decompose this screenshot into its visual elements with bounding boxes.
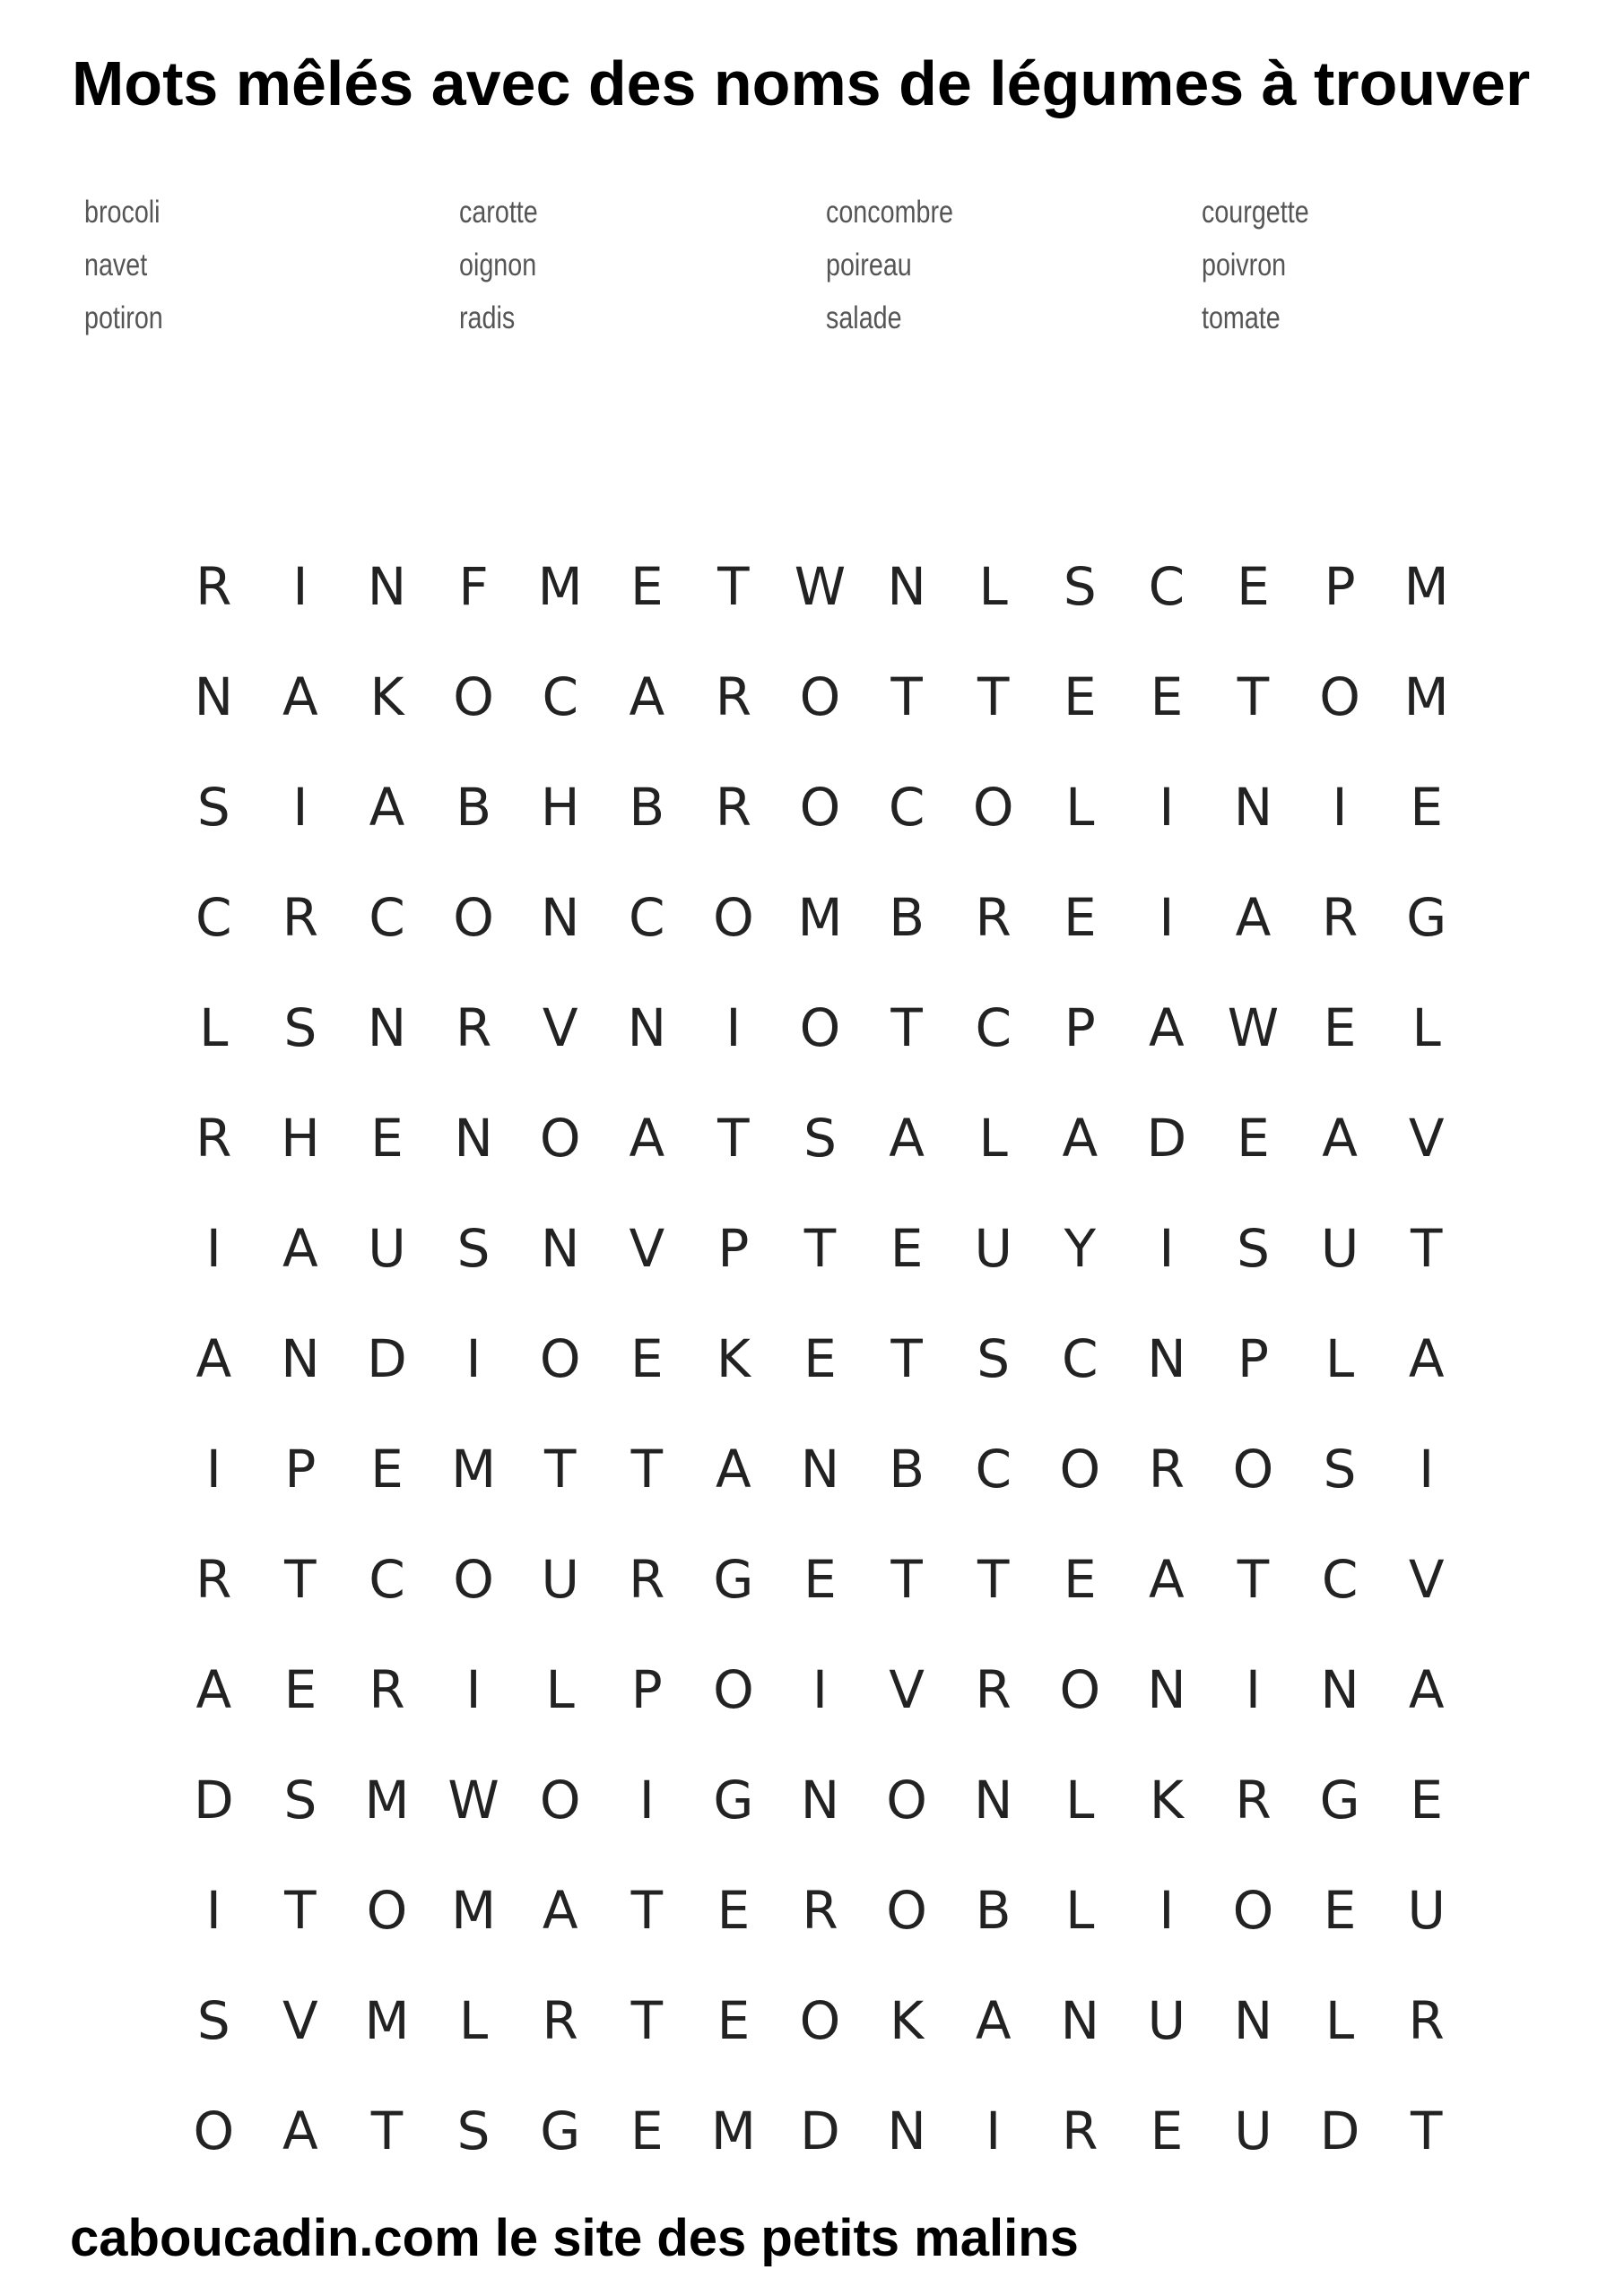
grid-letter: P bbox=[1064, 997, 1096, 1058]
grid-letter: L bbox=[199, 997, 229, 1058]
grid-letter: R bbox=[802, 1880, 838, 1941]
grid-letter: N bbox=[627, 997, 666, 1058]
grid-letter: E bbox=[1323, 1880, 1357, 1941]
grid-letter: I bbox=[986, 2100, 1002, 2161]
grid-letter: V bbox=[889, 1659, 925, 1720]
grid-letter: T bbox=[890, 1328, 923, 1389]
grid-letter: R bbox=[975, 887, 1012, 948]
grid-letter: E bbox=[716, 1880, 751, 1941]
grid-letter: U bbox=[1320, 1218, 1359, 1279]
grid-letter: W bbox=[1227, 997, 1280, 1058]
grid-letter: E bbox=[1410, 1770, 1444, 1831]
grid-letter: M bbox=[364, 1770, 410, 1831]
grid-letter: L bbox=[545, 1659, 575, 1720]
grid-letter: O bbox=[713, 887, 754, 948]
grid-letter: E bbox=[803, 1549, 837, 1610]
grid-letter: C bbox=[975, 997, 1012, 1058]
grid-letter: O bbox=[1059, 1659, 1101, 1720]
grid-letter: A bbox=[629, 666, 665, 727]
grid-letter: T bbox=[890, 1549, 923, 1610]
grid-letter: O bbox=[799, 777, 841, 838]
grid-letter: P bbox=[717, 1218, 750, 1279]
grid-letter: K bbox=[1149, 1770, 1184, 1831]
grid-letter: E bbox=[1150, 666, 1184, 727]
grid-letter: I bbox=[1159, 887, 1175, 948]
grid-letter: P bbox=[284, 1439, 317, 1500]
grid-letter: L bbox=[458, 1990, 489, 2051]
grid-letter: L bbox=[1411, 997, 1441, 1058]
grid-letter: R bbox=[369, 1659, 405, 1720]
grid-letter: T bbox=[803, 1218, 837, 1279]
grid-letter: A bbox=[1149, 997, 1185, 1058]
grid-letter: N bbox=[367, 997, 407, 1058]
grid-letter: A bbox=[1149, 1549, 1185, 1610]
grid-letter: C bbox=[542, 666, 578, 727]
grid-letter: T bbox=[977, 666, 1010, 727]
grid-letter: A bbox=[1322, 1108, 1358, 1169]
grid-letter: N bbox=[1233, 1990, 1273, 2051]
grid-letter: T bbox=[890, 997, 923, 1058]
grid-letter: I bbox=[205, 1218, 221, 1279]
grid-letter: R bbox=[1062, 2100, 1099, 2161]
grid-letter: A bbox=[1408, 1328, 1445, 1389]
word-list-item: brocoli bbox=[84, 195, 161, 230]
grid-letter: C bbox=[1321, 1549, 1359, 1610]
grid-letter: M bbox=[1403, 556, 1449, 617]
grid-letter: R bbox=[195, 1549, 232, 1610]
grid-letter: S bbox=[196, 777, 230, 838]
grid-letter: L bbox=[1065, 777, 1095, 838]
grid-letter: G bbox=[1406, 887, 1447, 948]
grid-letter: E bbox=[630, 556, 664, 617]
grid-letter: O bbox=[886, 1880, 927, 1941]
grid-letter: I bbox=[1245, 1659, 1262, 1720]
grid-letter: N bbox=[800, 1770, 840, 1831]
grid-letter: S bbox=[803, 1108, 837, 1169]
grid-letter: P bbox=[630, 1659, 663, 1720]
grid-letter: E bbox=[1237, 1108, 1270, 1169]
grid-letter: C bbox=[369, 1549, 405, 1610]
grid-letter: B bbox=[975, 1880, 1012, 1941]
grid-letter: C bbox=[369, 887, 405, 948]
grid-letter: C bbox=[888, 777, 925, 838]
grid-letter: T bbox=[630, 1990, 664, 2051]
word-list-item: salade bbox=[826, 300, 902, 335]
grid-letter: T bbox=[284, 1549, 317, 1610]
grid-letter: H bbox=[281, 1108, 320, 1169]
grid-letter: I bbox=[205, 1439, 221, 1500]
grid-letter: O bbox=[972, 777, 1014, 838]
grid-letter: N bbox=[887, 2100, 926, 2161]
grid-letter: C bbox=[975, 1439, 1012, 1500]
grid-letter: L bbox=[1065, 1880, 1095, 1941]
grid-letter: A bbox=[282, 666, 318, 727]
grid-letter: R bbox=[542, 1990, 578, 2051]
grid-letter: T bbox=[1237, 666, 1270, 727]
grid-letter: N bbox=[1147, 1659, 1186, 1720]
grid-letter: C bbox=[1148, 556, 1185, 617]
grid-letter: B bbox=[889, 887, 925, 948]
grid-letter: I bbox=[292, 556, 308, 617]
grid-letter: S bbox=[1063, 556, 1097, 617]
grid-letter: V bbox=[629, 1218, 665, 1279]
grid-letter: O bbox=[886, 1770, 927, 1831]
grid-letter: U bbox=[1234, 2100, 1272, 2161]
grid-letter: A bbox=[975, 1990, 1012, 2051]
grid-letter: O bbox=[453, 1549, 494, 1610]
grid-letter: K bbox=[369, 666, 404, 727]
grid-letter: U bbox=[368, 1218, 406, 1279]
grid-letter: L bbox=[1324, 1990, 1355, 2051]
grid-letter: I bbox=[725, 997, 742, 1058]
grid-letter: N bbox=[1147, 1328, 1186, 1389]
grid-letter: R bbox=[975, 1659, 1012, 1720]
grid-letter: A bbox=[629, 1108, 665, 1169]
grid-letter: O bbox=[539, 1328, 581, 1389]
grid-letter: T bbox=[1237, 1549, 1270, 1610]
grid-letter: S bbox=[977, 1328, 1011, 1389]
grid-letter: U bbox=[541, 1549, 579, 1610]
grid-letter: E bbox=[283, 1659, 317, 1720]
grid-letter: V bbox=[1408, 1549, 1445, 1610]
grid-letter: E bbox=[1237, 556, 1270, 617]
grid-letter: M bbox=[1403, 666, 1449, 727]
grid-row bbox=[170, 1635, 1471, 1745]
word-list-item: radis bbox=[459, 300, 516, 335]
grid-letter: O bbox=[366, 1880, 408, 1941]
grid-letter: G bbox=[540, 2100, 581, 2161]
grid-letter: I bbox=[1159, 777, 1175, 838]
grid-letter: C bbox=[629, 887, 665, 948]
word-list-item: concombre bbox=[826, 195, 953, 230]
grid-letter: O bbox=[193, 2100, 235, 2161]
grid-letter: A bbox=[282, 1218, 318, 1279]
grid-letter: L bbox=[978, 556, 1008, 617]
grid-letter: E bbox=[803, 1328, 837, 1389]
grid-letter: T bbox=[543, 1439, 577, 1500]
grid-row bbox=[170, 1966, 1471, 2076]
grid-letter: M bbox=[451, 1439, 497, 1500]
grid-letter: B bbox=[629, 777, 665, 838]
grid-letter: U bbox=[1407, 1880, 1446, 1941]
grid-letter: S bbox=[1323, 1439, 1357, 1500]
word-list-item: poireau bbox=[826, 248, 912, 283]
grid-row bbox=[170, 1194, 1471, 1304]
grid-letter: R bbox=[1321, 887, 1359, 948]
grid-letter: N bbox=[540, 1218, 580, 1279]
grid-letter: I bbox=[1159, 1218, 1175, 1279]
grid-letter: M bbox=[451, 1880, 497, 1941]
grid-letter: T bbox=[370, 2100, 404, 2161]
grid-letter: N bbox=[454, 1108, 493, 1169]
word-list-item: oignon bbox=[459, 248, 537, 283]
grid-letter: R bbox=[629, 1549, 665, 1610]
grid-letter: A bbox=[369, 777, 405, 838]
grid-letter: N bbox=[1233, 777, 1273, 838]
grid-letter: Y bbox=[1064, 1218, 1097, 1279]
grid-letter: L bbox=[1065, 1770, 1095, 1831]
grid-letter: P bbox=[1237, 1328, 1269, 1389]
grid-letter: E bbox=[1410, 777, 1444, 838]
grid-row bbox=[170, 1414, 1471, 1525]
grid-letter: I bbox=[1159, 1880, 1175, 1941]
grid-letter: S bbox=[283, 997, 317, 1058]
grid-letter: R bbox=[1148, 1439, 1185, 1500]
grid-letter: R bbox=[455, 997, 492, 1058]
grid-row bbox=[170, 1745, 1471, 1856]
grid-letter: E bbox=[370, 1108, 404, 1169]
grid-letter: E bbox=[630, 2100, 664, 2161]
grid-letter: I bbox=[465, 1659, 482, 1720]
grid-letter: T bbox=[717, 1108, 750, 1169]
grid-letter: N bbox=[973, 1770, 1013, 1831]
grid-letter: T bbox=[630, 1880, 664, 1941]
grid-letter: A bbox=[542, 1880, 578, 1941]
grid-letter: R bbox=[715, 666, 752, 727]
word-list bbox=[84, 193, 1555, 363]
grid-letter: E bbox=[716, 1990, 751, 2051]
grid-letter: E bbox=[1063, 666, 1097, 727]
grid-letter: E bbox=[1063, 887, 1097, 948]
grid-letter: M bbox=[537, 556, 583, 617]
grid-letter: E bbox=[1150, 2100, 1184, 2161]
grid-letter: A bbox=[716, 1439, 751, 1500]
grid-letter: N bbox=[194, 666, 233, 727]
grid-letter: O bbox=[539, 1770, 581, 1831]
grid-letter: E bbox=[890, 1218, 924, 1279]
grid-row bbox=[170, 1083, 1471, 1194]
grid-row bbox=[170, 863, 1471, 973]
grid-letter: R bbox=[715, 777, 752, 838]
grid-letter: E bbox=[1323, 997, 1357, 1058]
grid-row bbox=[170, 973, 1471, 1083]
grid-letter: D bbox=[1319, 2100, 1360, 2161]
grid-letter: T bbox=[977, 1549, 1010, 1610]
grid-letter: O bbox=[1319, 666, 1360, 727]
grid-letter: A bbox=[282, 2100, 318, 2161]
grid-letter: T bbox=[717, 556, 750, 617]
grid-letter: B bbox=[456, 777, 491, 838]
grid-letter: R bbox=[1408, 1990, 1445, 2051]
grid-letter: R bbox=[1235, 1770, 1272, 1831]
grid-letter: O bbox=[1059, 1439, 1101, 1500]
grid-row bbox=[170, 532, 1471, 642]
grid-letter: D bbox=[367, 1328, 407, 1389]
grid-letter: D bbox=[800, 2100, 840, 2161]
grid-letter: N bbox=[540, 887, 580, 948]
grid-row bbox=[170, 1304, 1471, 1414]
grid-letter: R bbox=[195, 556, 232, 617]
grid-letter: I bbox=[1419, 1439, 1435, 1500]
grid-letter: E bbox=[630, 1328, 664, 1389]
grid-letter: K bbox=[890, 1990, 925, 2051]
grid-letter: I bbox=[1332, 777, 1348, 838]
grid-letter: A bbox=[1408, 1659, 1445, 1720]
grid-letter: O bbox=[713, 1659, 754, 1720]
grid-letter: O bbox=[453, 666, 494, 727]
grid-letter: V bbox=[282, 1990, 318, 2051]
grid-letter: T bbox=[284, 1880, 317, 1941]
grid-letter: N bbox=[887, 556, 926, 617]
grid-letter: S bbox=[1237, 1218, 1270, 1279]
grid-letter: R bbox=[195, 1108, 232, 1169]
grid-letter: M bbox=[364, 1990, 410, 2051]
grid-letter: P bbox=[1324, 556, 1356, 617]
grid-letter: A bbox=[889, 1108, 925, 1169]
grid-letter: T bbox=[1410, 1218, 1443, 1279]
grid-letter: I bbox=[812, 1659, 829, 1720]
grid-letter: S bbox=[456, 1218, 491, 1279]
grid-letter: C bbox=[1062, 1328, 1099, 1389]
grid-letter: G bbox=[1319, 1770, 1360, 1831]
grid-letter: O bbox=[799, 997, 841, 1058]
grid-letter: U bbox=[1147, 1990, 1186, 2051]
grid-letter: E bbox=[1063, 1549, 1097, 1610]
grid-letter: R bbox=[282, 887, 319, 948]
grid-row bbox=[170, 2076, 1471, 2187]
grid-letter: G bbox=[713, 1549, 754, 1610]
grid-letter: K bbox=[716, 1328, 751, 1389]
grid-letter: N bbox=[1320, 1659, 1359, 1720]
grid-letter: O bbox=[1232, 1880, 1274, 1941]
grid-letter: S bbox=[196, 1990, 230, 2051]
word-list-item: navet bbox=[84, 248, 148, 283]
grid-letter: D bbox=[193, 1770, 234, 1831]
grid-letter: O bbox=[539, 1108, 581, 1169]
grid-letter: L bbox=[978, 1108, 1008, 1169]
grid-letter: A bbox=[195, 1659, 232, 1720]
grid-letter: T bbox=[630, 1439, 664, 1500]
grid-letter: A bbox=[1062, 1108, 1099, 1169]
grid-letter: O bbox=[799, 666, 841, 727]
word-list-item: carotte bbox=[459, 195, 538, 230]
grid-letter: A bbox=[195, 1328, 232, 1389]
grid-letter: N bbox=[800, 1439, 840, 1500]
grid-row bbox=[170, 1856, 1471, 1966]
grid-row bbox=[170, 642, 1471, 752]
grid-letter: N bbox=[367, 556, 407, 617]
grid-row bbox=[170, 752, 1471, 863]
grid-letter: W bbox=[794, 556, 847, 617]
word-list-item: potiron bbox=[84, 300, 163, 335]
grid-letter: H bbox=[540, 777, 580, 838]
grid-letter: O bbox=[1232, 1439, 1274, 1500]
grid-letter: N bbox=[281, 1328, 320, 1389]
grid-letter: O bbox=[453, 887, 494, 948]
grid-letter: F bbox=[458, 556, 489, 617]
letter-grid bbox=[170, 532, 1471, 2187]
grid-letter: I bbox=[205, 1880, 221, 1941]
grid-letter: U bbox=[974, 1218, 1012, 1279]
grid-letter: G bbox=[713, 1770, 754, 1831]
grid-letter: V bbox=[542, 997, 578, 1058]
grid-letter: I bbox=[465, 1328, 482, 1389]
page-title: Mots mêlés avec des noms de légumes à trouver bbox=[72, 48, 1531, 118]
grid-letter: S bbox=[456, 2100, 491, 2161]
grid-letter: T bbox=[1410, 2100, 1443, 2161]
grid-letter: L bbox=[1324, 1328, 1355, 1389]
grid-letter: I bbox=[292, 777, 308, 838]
word-list-item: courgette bbox=[1202, 195, 1309, 230]
grid-letter: O bbox=[799, 1990, 841, 2051]
grid-letter: S bbox=[283, 1770, 317, 1831]
grid-letter: T bbox=[890, 666, 923, 727]
grid-letter: D bbox=[1146, 1108, 1187, 1169]
grid-letter: N bbox=[1060, 1990, 1099, 2051]
word-list-item: poivron bbox=[1202, 248, 1287, 283]
grid-letter: B bbox=[889, 1439, 925, 1500]
grid-letter: C bbox=[195, 887, 232, 948]
word-list-item: tomate bbox=[1202, 300, 1281, 335]
grid-letter: E bbox=[370, 1439, 404, 1500]
grid-letter: M bbox=[710, 2100, 756, 2161]
grid-letter: W bbox=[447, 1770, 499, 1831]
grid-letter: M bbox=[797, 887, 843, 948]
grid-letter: V bbox=[1408, 1108, 1445, 1169]
footer-site-name: caboucadin.com le site des petits malins bbox=[70, 2209, 1079, 2267]
grid-letter: I bbox=[638, 1770, 655, 1831]
grid-row bbox=[170, 1525, 1471, 1635]
grid-letter: A bbox=[1235, 887, 1272, 948]
